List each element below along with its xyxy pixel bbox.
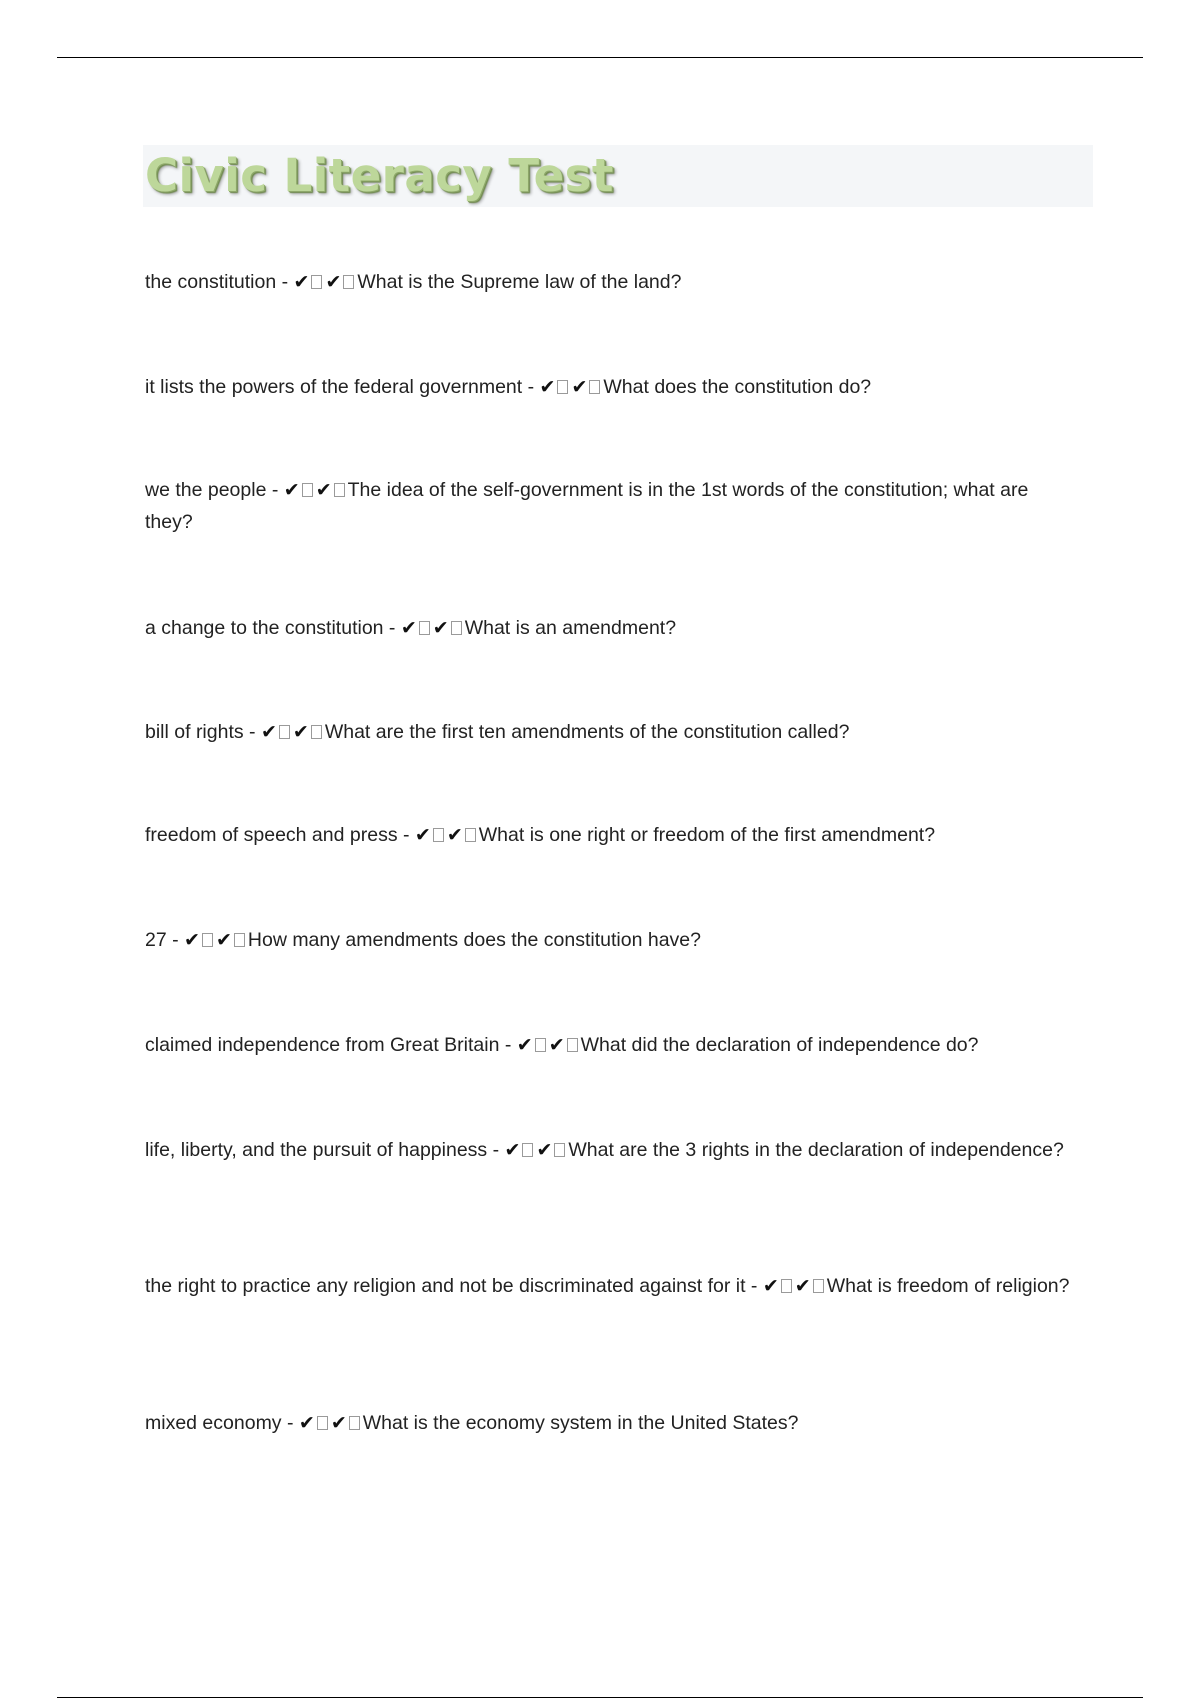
separator: - <box>745 1275 763 1297</box>
qa-item <box>145 371 1075 403</box>
separator: - <box>276 271 294 293</box>
missing-glyph-icon <box>554 1143 565 1157</box>
answer-text: it lists the powers of the federal government <box>145 376 523 398</box>
top-rule <box>57 57 1143 58</box>
question-text: How many amendments does the constitution have? <box>247 929 701 951</box>
separator: - <box>281 1412 299 1434</box>
missing-glyph-icon <box>589 380 600 394</box>
missing-glyph-icon <box>781 1279 792 1293</box>
check-icon: ✔ <box>536 1139 553 1161</box>
question-text: What is the Supreme law of the land? <box>357 271 682 293</box>
missing-glyph-icon <box>557 380 568 394</box>
missing-glyph-icon <box>334 483 345 497</box>
missing-glyph-icon <box>433 828 444 842</box>
missing-glyph-icon <box>311 725 322 739</box>
answer-text: 27 <box>145 929 167 951</box>
question-text: What are the first ten amendments of the constitution called? <box>324 721 850 743</box>
check-icon: ✔ <box>516 1034 533 1056</box>
question-text: The idea of the self-government is in the 1st words of the constitution; what are they? <box>145 479 1029 533</box>
separator: - <box>522 376 540 398</box>
question-text: What is freedom of religion? <box>826 1275 1070 1297</box>
answer-text: mixed economy <box>145 1412 282 1434</box>
qa-item <box>145 266 1075 298</box>
qa-item <box>145 1134 1075 1166</box>
missing-glyph-icon <box>419 621 430 635</box>
answer-text: bill of rights <box>145 721 244 743</box>
missing-glyph-icon <box>349 1416 360 1430</box>
check-icon: ✔ <box>539 376 556 398</box>
check-icon: ✔ <box>400 617 417 639</box>
question-text: What is the economy system in the United States? <box>362 1412 799 1434</box>
answer-text: the right to practice any religion and not be discriminated against for it <box>145 1275 746 1297</box>
missing-glyph-icon <box>567 1038 578 1052</box>
answer-text: a change to the constitution <box>145 617 384 639</box>
check-icon: ✔ <box>571 376 588 398</box>
missing-glyph-icon <box>465 828 476 842</box>
check-icon: ✔ <box>446 824 463 846</box>
answer-text: the constitution <box>145 271 277 293</box>
missing-glyph-icon <box>302 483 313 497</box>
missing-glyph-icon <box>343 275 354 289</box>
bottom-rule <box>57 1697 1143 1698</box>
qa-item <box>145 474 1075 538</box>
missing-glyph-icon <box>535 1038 546 1052</box>
check-icon: ✔ <box>504 1139 521 1161</box>
missing-glyph-icon <box>279 725 290 739</box>
check-icon: ✔ <box>432 617 449 639</box>
separator: - <box>383 617 401 639</box>
check-icon: ✔ <box>260 721 277 743</box>
check-icon: ✔ <box>794 1275 811 1297</box>
check-icon: ✔ <box>762 1275 779 1297</box>
answer-text: claimed independence from Great Britain <box>145 1034 500 1056</box>
page-title: Civic Literacy Test <box>145 149 614 202</box>
separator: - <box>266 479 284 501</box>
check-icon: ✔ <box>325 271 342 293</box>
qa-item <box>145 612 1075 644</box>
qa-item <box>145 1270 1075 1302</box>
qa-item <box>145 1029 1075 1061</box>
missing-glyph-icon <box>234 933 245 947</box>
separator: - <box>166 929 185 951</box>
qa-item <box>145 819 1075 851</box>
check-icon: ✔ <box>184 929 200 951</box>
missing-glyph-icon <box>311 275 322 289</box>
separator: - <box>397 824 415 846</box>
missing-glyph-icon <box>317 1416 328 1430</box>
qa-item <box>145 1407 1075 1439</box>
check-icon: ✔ <box>283 479 300 501</box>
check-icon: ✔ <box>548 1034 565 1056</box>
check-icon: ✔ <box>293 271 310 293</box>
answer-text: we the people <box>145 479 267 501</box>
separator: - <box>243 721 261 743</box>
missing-glyph-icon <box>451 621 462 635</box>
missing-glyph-icon <box>522 1143 533 1157</box>
question-text: What is one right or freedom of the first amendment? <box>478 824 936 846</box>
check-icon: ✔ <box>292 721 309 743</box>
title-band <box>143 145 1093 207</box>
separator: - <box>487 1139 505 1161</box>
question-text: What are the 3 rights in the declaration of independence? <box>568 1139 1064 1161</box>
check-icon: ✔ <box>330 1412 347 1434</box>
question-text: What is an amendment? <box>464 617 677 639</box>
qa-item <box>145 924 1075 956</box>
check-icon: ✔ <box>215 929 232 951</box>
check-icon: ✔ <box>298 1412 315 1434</box>
check-icon: ✔ <box>414 824 431 846</box>
missing-glyph-icon <box>813 1279 824 1293</box>
missing-glyph-icon <box>202 933 213 947</box>
answer-text: freedom of speech and press <box>145 824 398 846</box>
qa-item <box>145 716 1075 748</box>
separator: - <box>499 1034 517 1056</box>
question-text: What does the constitution do? <box>603 376 872 398</box>
question-text: What did the declaration of independence do? <box>580 1034 979 1056</box>
answer-text: life, liberty, and the pursuit of happiness <box>145 1139 488 1161</box>
check-icon: ✔ <box>315 479 332 501</box>
